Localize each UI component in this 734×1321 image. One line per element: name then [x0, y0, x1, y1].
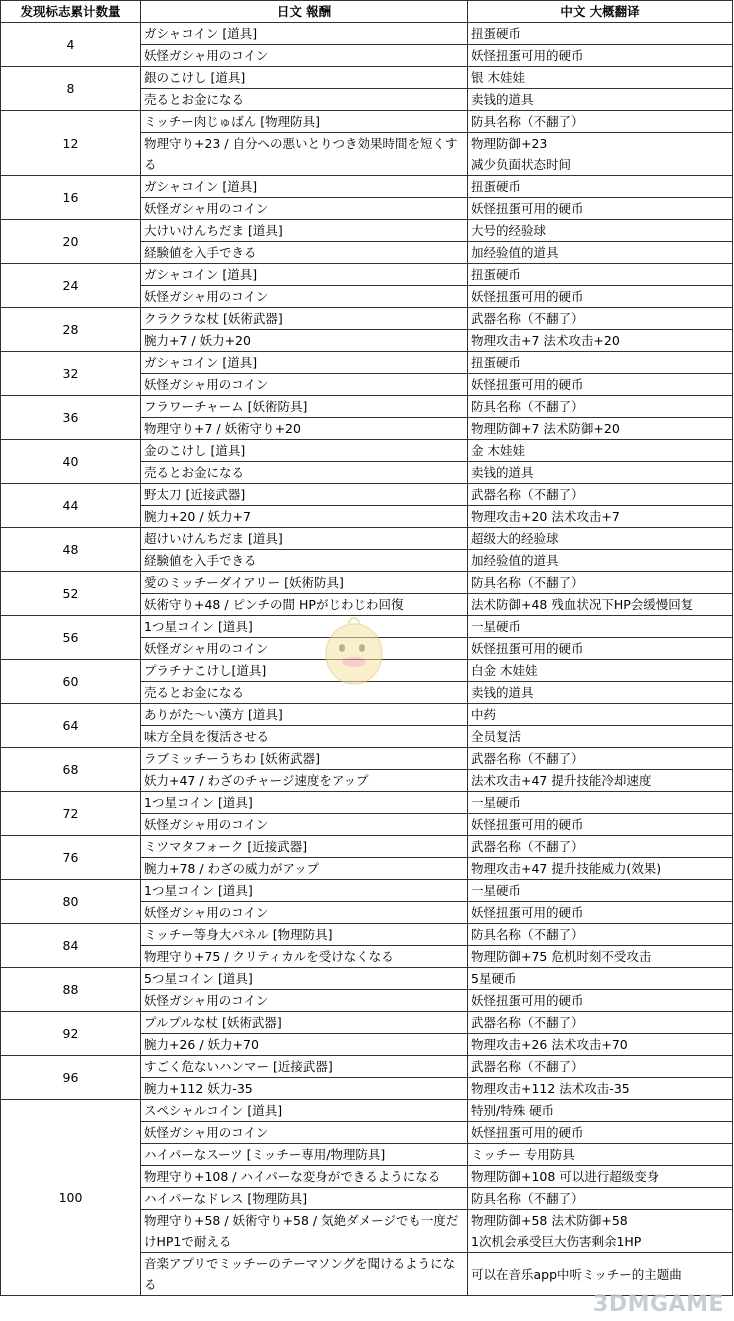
chinese-translation-cell: 扭蛋硬币 — [468, 352, 733, 374]
header-japanese-reward: 日文 報酬 — [141, 1, 468, 23]
japanese-reward-cell: ハイパーなスーツ [ミッチー専用/物理防具] — [141, 1144, 468, 1166]
chinese-translation-cell: 扭蛋硬币 — [468, 176, 733, 198]
chinese-translation-cell: 可以在音乐app中听ミッチー的主题曲 — [468, 1253, 733, 1296]
japanese-reward-cell: 物理守り+23 / 自分への悪いとりつき効果時間を短くする — [141, 133, 468, 176]
japanese-reward-cell: 1つ星コイン [道具] — [141, 880, 468, 902]
chinese-translation-cell: 物理攻击+20 法术攻击+7 — [468, 506, 733, 528]
chinese-translation-cell: 加经验值的道具 — [468, 550, 733, 572]
chinese-translation-cell: 全员复活 — [468, 726, 733, 748]
chinese-translation-cell: 武器名称（不翻了） — [468, 484, 733, 506]
chinese-translation-cell: 武器名称（不翻了） — [468, 1056, 733, 1078]
count-cell: 96 — [1, 1056, 141, 1100]
japanese-reward-cell: 売るとお金になる — [141, 462, 468, 484]
japanese-reward-cell: 腕力+7 / 妖力+20 — [141, 330, 468, 352]
table-row — [1, 924, 733, 946]
count-cell: 68 — [1, 748, 141, 792]
japanese-reward-cell: 妖怪ガシャ用のコイン — [141, 814, 468, 836]
japanese-reward-cell: プラチナこけし[道具] — [141, 660, 468, 682]
japanese-reward-cell: 超けいけんちだま [道具] — [141, 528, 468, 550]
japanese-reward-cell: 大けいけんちだま [道具] — [141, 220, 468, 242]
japanese-reward-cell: 金のこけし [道具] — [141, 440, 468, 462]
count-cell: 88 — [1, 968, 141, 1012]
japanese-reward-cell: プルプルな杖 [妖術武器] — [141, 1012, 468, 1034]
chinese-translation-cell: 妖怪扭蛋可用的硬币 — [468, 286, 733, 308]
chinese-translation-cell: 物理攻击+26 法术攻击+70 — [468, 1034, 733, 1056]
japanese-reward-cell: 妖怪ガシャ用のコイン — [141, 286, 468, 308]
count-cell: 64 — [1, 704, 141, 748]
chinese-translation-cell: 物理攻击+112 法术攻击-35 — [468, 1078, 733, 1100]
table-row — [1, 1012, 733, 1034]
japanese-reward-cell: ガシャコイン [道具] — [141, 264, 468, 286]
japanese-reward-cell: 売るとお金になる — [141, 89, 468, 111]
count-cell: 16 — [1, 176, 141, 220]
japanese-reward-cell: 妖怪ガシャ用のコイン — [141, 374, 468, 396]
table-row — [1, 836, 733, 858]
japanese-reward-cell: 妖術守り+48 / ピンチの間 HPがじわじわ回復 — [141, 594, 468, 616]
header-row — [1, 1, 733, 23]
japanese-reward-cell: ありがた～い漢方 [道具] — [141, 704, 468, 726]
japanese-reward-cell: ガシャコイン [道具] — [141, 176, 468, 198]
japanese-reward-cell: 妖力+47 / わざのチャージ速度をアップ — [141, 770, 468, 792]
chinese-translation-cell: 妖怪扭蛋可用的硬币 — [468, 902, 733, 924]
japanese-reward-cell: すごく危ないハンマー [近接武器] — [141, 1056, 468, 1078]
table-row — [1, 396, 733, 418]
chinese-translation-cell: 物理攻击+47 提升技能威力(效果) — [468, 858, 733, 880]
japanese-reward-cell: 売るとお金になる — [141, 682, 468, 704]
header-count: 发现标志累计数量 — [1, 1, 141, 23]
table-row — [1, 352, 733, 374]
chinese-translation-cell: 妖怪扭蛋可用的硬币 — [468, 990, 733, 1012]
chinese-translation-cell: 卖钱的道具 — [468, 89, 733, 111]
count-cell: 36 — [1, 396, 141, 440]
chinese-translation-cell: 妖怪扭蛋可用的硬币 — [468, 638, 733, 660]
chinese-translation-cell: 一星硬币 — [468, 792, 733, 814]
count-cell: 4 — [1, 23, 141, 67]
count-cell: 20 — [1, 220, 141, 264]
table-row — [1, 220, 733, 242]
japanese-reward-cell: 腕力+78 / わざの威力がアップ — [141, 858, 468, 880]
japanese-reward-cell: ハイパーなドレス [物理防具] — [141, 1188, 468, 1210]
japanese-reward-cell: ミツマタフォーク [近接武器] — [141, 836, 468, 858]
japanese-reward-cell: 妖怪ガシャ用のコイン — [141, 1122, 468, 1144]
chinese-translation-cell: 加经验值的道具 — [468, 242, 733, 264]
japanese-reward-cell: 愛のミッチーダイアリー [妖術防具] — [141, 572, 468, 594]
chinese-translation-cell: 一星硬币 — [468, 616, 733, 638]
header-chinese-translation: 中文 大概翻译 — [468, 1, 733, 23]
japanese-reward-cell: フラワーチャーム [妖術防具] — [141, 396, 468, 418]
japanese-reward-cell: 妖怪ガシャ用のコイン — [141, 902, 468, 924]
chinese-translation-cell: 物理防御+23 减少负面状态时间 — [468, 133, 733, 176]
japanese-reward-cell: ミッチー肉じゅばん [物理防具] — [141, 111, 468, 133]
chinese-translation-cell: 妖怪扭蛋可用的硬币 — [468, 198, 733, 220]
count-cell: 8 — [1, 67, 141, 111]
japanese-reward-cell: 妖怪ガシャ用のコイン — [141, 45, 468, 67]
chinese-translation-cell: 武器名称（不翻了） — [468, 308, 733, 330]
japanese-reward-cell: ガシャコイン [道具] — [141, 352, 468, 374]
count-cell: 80 — [1, 880, 141, 924]
chinese-translation-cell: 5星硬币 — [468, 968, 733, 990]
chinese-translation-cell: 妖怪扭蛋可用的硬币 — [468, 814, 733, 836]
table-row — [1, 308, 733, 330]
table-row — [1, 968, 733, 990]
count-cell: 28 — [1, 308, 141, 352]
chinese-translation-cell: 银 木娃娃 — [468, 67, 733, 89]
chinese-translation-cell: 扭蛋硬币 — [468, 264, 733, 286]
japanese-reward-cell: 野太刀 [近接武器] — [141, 484, 468, 506]
count-cell: 24 — [1, 264, 141, 308]
japanese-reward-cell: 1つ星コイン [道具] — [141, 616, 468, 638]
chinese-translation-cell: 中药 — [468, 704, 733, 726]
chinese-translation-cell: 卖钱的道具 — [468, 462, 733, 484]
japanese-reward-cell: 妖怪ガシャ用のコイン — [141, 198, 468, 220]
japanese-reward-cell: 物理守り+58 / 妖術守り+58 / 気絶ダメージでも一度だけHP1で耐える — [141, 1210, 468, 1253]
chinese-translation-cell: 超级大的经验球 — [468, 528, 733, 550]
chinese-translation-cell: 金 木娃娃 — [468, 440, 733, 462]
chinese-translation-cell: 特别/特殊 硬币 — [468, 1100, 733, 1122]
table-row — [1, 792, 733, 814]
japanese-reward-cell: 銀のこけし [道具] — [141, 67, 468, 89]
chinese-translation-cell: 大号的经验球 — [468, 220, 733, 242]
chinese-translation-cell: 武器名称（不翻了） — [468, 748, 733, 770]
japanese-reward-cell: 腕力+112 妖力-35 — [141, 1078, 468, 1100]
chinese-translation-cell: 物理攻击+7 法术攻击+20 — [468, 330, 733, 352]
japanese-reward-cell: 妖怪ガシャ用のコイン — [141, 990, 468, 1012]
japanese-reward-cell: ガシャコイン [道具] — [141, 23, 468, 45]
count-cell: 48 — [1, 528, 141, 572]
count-cell: 72 — [1, 792, 141, 836]
chinese-translation-cell: 武器名称（不翻了） — [468, 836, 733, 858]
count-cell: 40 — [1, 440, 141, 484]
count-cell: 60 — [1, 660, 141, 704]
chinese-translation-cell: 妖怪扭蛋可用的硬币 — [468, 45, 733, 67]
japanese-reward-cell: ミッチー等身大パネル [物理防具] — [141, 924, 468, 946]
table-row — [1, 880, 733, 902]
japanese-reward-cell: 物理守り+75 / クリティカルを受けなくなる — [141, 946, 468, 968]
count-cell: 52 — [1, 572, 141, 616]
japanese-reward-cell: 物理守り+7 / 妖術守り+20 — [141, 418, 468, 440]
japanese-reward-cell: 妖怪ガシャ用のコイン — [141, 638, 468, 660]
japanese-reward-cell: 経験値を入手できる — [141, 550, 468, 572]
chinese-translation-cell: 物理防御+7 法术防御+20 — [468, 418, 733, 440]
table-row — [1, 176, 733, 198]
chinese-translation-cell: 白金 木娃娃 — [468, 660, 733, 682]
japanese-reward-cell: 音楽アプリでミッチーのテーマソングを聞けるようになる — [141, 1253, 468, 1296]
chinese-translation-cell: 防具名称（不翻了） — [468, 1188, 733, 1210]
table-row — [1, 264, 733, 286]
japanese-reward-cell: 物理守り+108 / ハイパーな変身ができるようになる — [141, 1166, 468, 1188]
japanese-reward-cell: ラブミッチーうちわ [妖術武器] — [141, 748, 468, 770]
chinese-translation-cell: ミッチー 专用防具 — [468, 1144, 733, 1166]
chinese-translation-cell: 武器名称（不翻了） — [468, 1012, 733, 1034]
chinese-translation-cell: 法术攻击+47 提升技能冷却速度 — [468, 770, 733, 792]
count-cell: 92 — [1, 1012, 141, 1056]
count-cell: 44 — [1, 484, 141, 528]
chinese-translation-cell: 物理防御+58 法术防御+58 1次机会承受巨大伤害剩余1HP — [468, 1210, 733, 1253]
table-row — [1, 23, 733, 45]
japanese-reward-cell: クラクラな杖 [妖術武器] — [141, 308, 468, 330]
chinese-translation-cell: 妖怪扭蛋可用的硬币 — [468, 374, 733, 396]
table-row — [1, 67, 733, 89]
count-cell: 100 — [1, 1100, 141, 1296]
table-row — [1, 572, 733, 594]
chinese-translation-cell: 防具名称（不翻了） — [468, 111, 733, 133]
table-row — [1, 111, 733, 133]
chinese-translation-cell: 卖钱的道具 — [468, 682, 733, 704]
table-row — [1, 704, 733, 726]
japanese-reward-cell: 5つ星コイン [道具] — [141, 968, 468, 990]
table-row — [1, 440, 733, 462]
japanese-reward-cell: 1つ星コイン [道具] — [141, 792, 468, 814]
japanese-reward-cell: スペシャルコイン [道具] — [141, 1100, 468, 1122]
watermark-text: 3DMGAME — [593, 1292, 724, 1317]
japanese-reward-cell: 経験値を入手できる — [141, 242, 468, 264]
chinese-translation-cell: 扭蛋硬币 — [468, 23, 733, 45]
mascot-watermark-icon — [318, 608, 390, 688]
japanese-reward-cell: 味方全員を復活させる — [141, 726, 468, 748]
japanese-reward-cell: 腕力+20 / 妖力+7 — [141, 506, 468, 528]
table-row — [1, 748, 733, 770]
table-row — [1, 484, 733, 506]
japanese-reward-cell: 腕力+26 / 妖力+70 — [141, 1034, 468, 1056]
count-cell: 32 — [1, 352, 141, 396]
chinese-translation-cell: 物理防御+108 可以进行超级变身 — [468, 1166, 733, 1188]
count-cell: 84 — [1, 924, 141, 968]
table-row — [1, 1056, 733, 1078]
table-row — [1, 1100, 733, 1122]
chinese-translation-cell: 一星硬币 — [468, 880, 733, 902]
count-cell: 76 — [1, 836, 141, 880]
count-cell: 12 — [1, 111, 141, 176]
table-row — [1, 528, 733, 550]
chinese-translation-cell: 防具名称（不翻了） — [468, 924, 733, 946]
chinese-translation-cell: 法术防御+48 残血状况下HP会缓慢回复 — [468, 594, 733, 616]
chinese-translation-cell: 妖怪扭蛋可用的硬币 — [468, 1122, 733, 1144]
chinese-translation-cell: 物理防御+75 危机时刻不受攻击 — [468, 946, 733, 968]
chinese-translation-cell: 防具名称（不翻了） — [468, 572, 733, 594]
chinese-translation-cell: 防具名称（不翻了） — [468, 396, 733, 418]
count-cell: 56 — [1, 616, 141, 660]
